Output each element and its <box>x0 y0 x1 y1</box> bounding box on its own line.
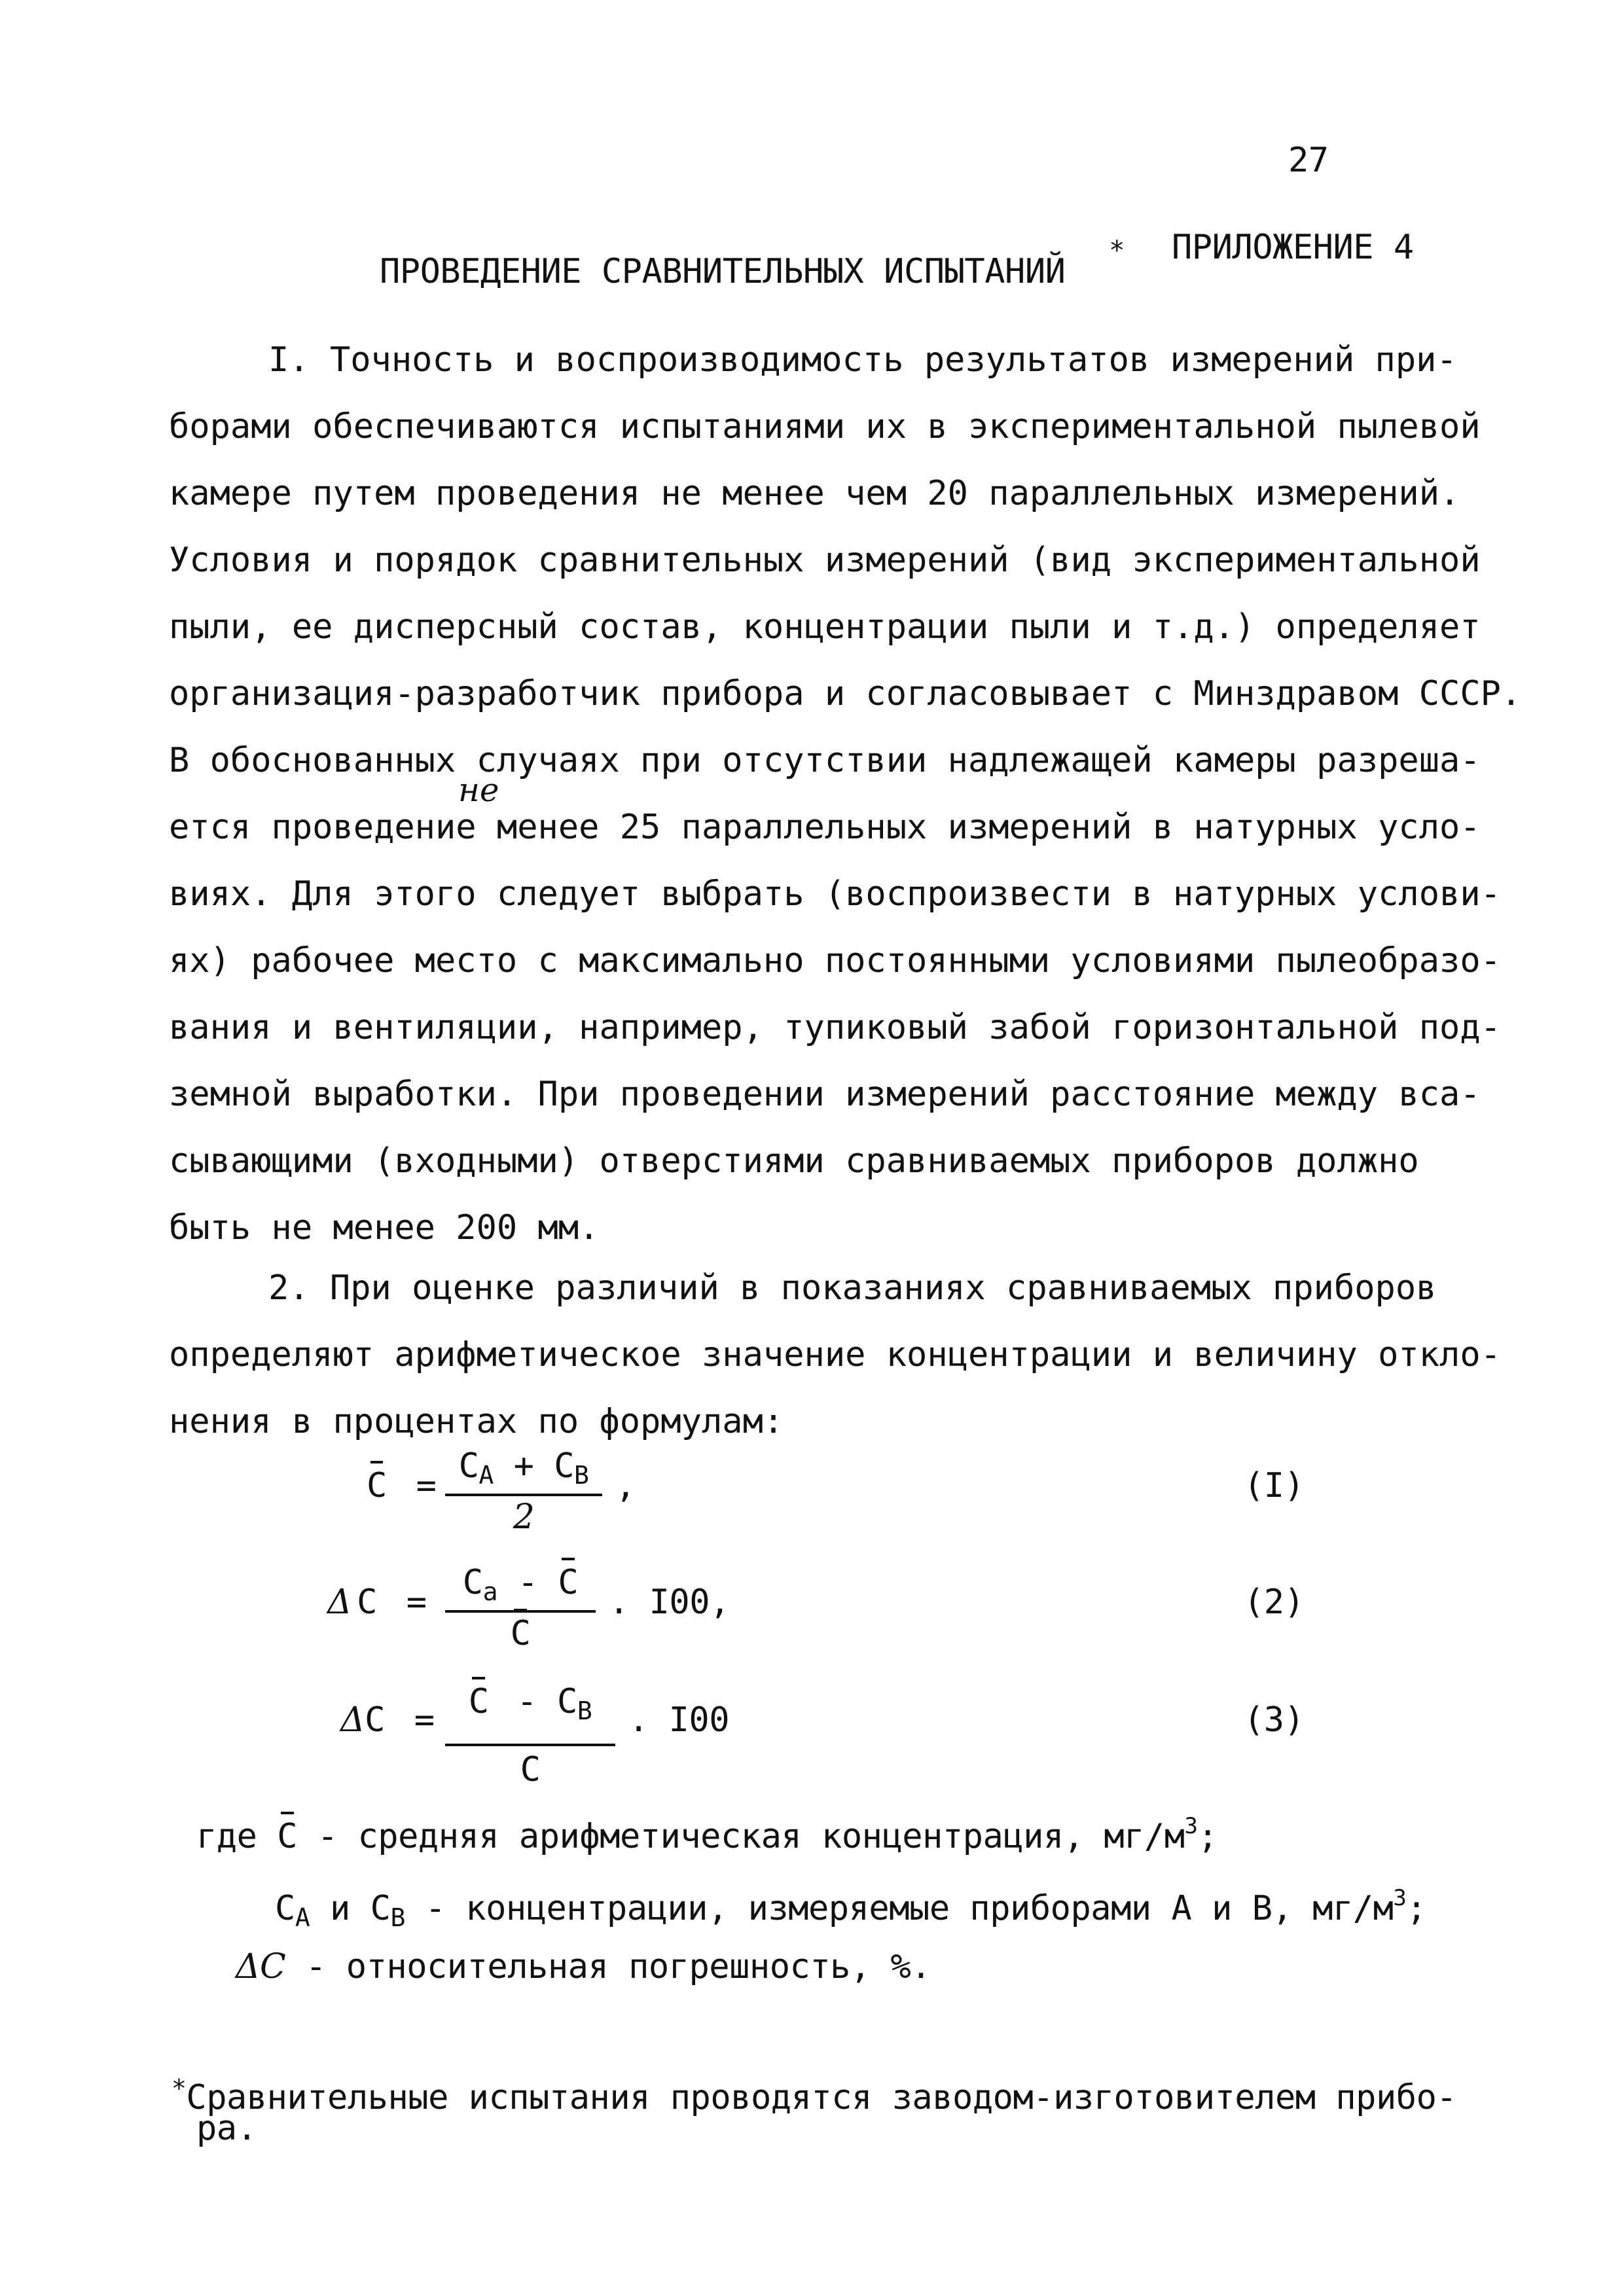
paragraph-line: I. Точность и воспроизводимость результатов измерений при- <box>268 340 1457 380</box>
fraction <box>445 1563 596 1653</box>
paragraph-line: нения в процентах по формулам: <box>169 1402 784 1441</box>
fraction <box>445 1682 615 1789</box>
symbol: C <box>557 1682 577 1721</box>
definition-text: - средняя арифметическая концентрация, мг/м <box>317 1817 1185 1856</box>
footnote-line: ра. <box>196 2109 257 2148</box>
operator: - <box>516 1682 537 1721</box>
equals-sign: = <box>416 1466 437 1505</box>
mean-symbol: C <box>558 1563 579 1602</box>
paragraph-line: 2. При оценке различий в показаниях сравниваемых приборов <box>268 1268 1437 1308</box>
formula-lhs <box>340 1700 435 1740</box>
denominator: 2 <box>513 1498 535 1537</box>
paragraph-line: ях) рабочее место с максимально постоянными условиями пылеобразо- <box>169 941 1501 980</box>
footnote-mark: * <box>171 2074 187 2103</box>
formula-tail: . I00 <box>628 1700 730 1740</box>
conjunction: и <box>330 1889 350 1928</box>
symbol: C <box>458 1446 479 1486</box>
section-title <box>380 236 1125 291</box>
footnote-text: Сравнительные испытания проводятся заводом-изготовителем прибо- <box>186 2078 1457 2117</box>
subscript: A <box>295 1903 310 1932</box>
definition-text: - относительная погрешность, %. <box>306 1947 931 1986</box>
denominator: C <box>520 1750 541 1789</box>
paragraph-line: В обоснованных случаях при отсутствии надлежащей камеры разреша- <box>169 741 1481 780</box>
paragraph-line: вания и вентиляции, например, тупиковый забой горизонтальной под- <box>169 1008 1501 1047</box>
paragraph-line: пыли, ее дисперсный состав, концентрации пыли и т.д.) определяет <box>169 607 1481 647</box>
superscript: 3 <box>1393 1885 1407 1911</box>
symbol: C <box>275 1889 295 1928</box>
formula-label: (3) <box>1244 1700 1305 1740</box>
formula-lhs <box>327 1583 427 1622</box>
operator: + <box>513 1446 534 1486</box>
paragraph-line: ется проведение менее 25 параллельных измерений в натурных усло- <box>169 808 1481 847</box>
appendix-label: ПРИЛОЖЕНИЕ 4 <box>1172 228 1414 267</box>
formula-label: (I) <box>1244 1466 1305 1505</box>
delta-symbol: Δ <box>327 1583 352 1622</box>
definition-error <box>236 1947 931 1986</box>
punctuation: ; <box>1406 1889 1427 1928</box>
paragraph-line: Условия и порядок сравнительных измерений (вид экспериментальной <box>169 541 1481 580</box>
operator: - <box>517 1563 538 1602</box>
subscript: B <box>390 1903 405 1932</box>
superscript: 3 <box>1184 1813 1198 1839</box>
formula-tail: . I00, <box>609 1583 730 1622</box>
mean-symbol: C <box>468 1682 489 1721</box>
subscript: B <box>574 1461 589 1490</box>
formula-tail: , <box>615 1466 636 1505</box>
denominator <box>445 1613 596 1653</box>
mean-symbol: C <box>277 1817 298 1856</box>
subscript: A <box>478 1461 494 1490</box>
paragraph-line: определяют арифметическое значение концентрации и величину откло- <box>169 1335 1501 1374</box>
numerator <box>445 1682 615 1746</box>
definition-concentrations <box>275 1885 1426 1932</box>
symbol: C <box>462 1563 483 1602</box>
numerator <box>445 1446 602 1496</box>
equals-sign: = <box>406 1583 427 1622</box>
subscript: a <box>482 1577 497 1606</box>
fraction <box>445 1446 602 1537</box>
numerator <box>445 1563 596 1613</box>
page-number: 27 <box>1288 141 1329 180</box>
mean-symbol: C <box>510 1614 531 1653</box>
paragraph-line: земной выработки. При проведении измерений расстояние между вса- <box>169 1075 1481 1114</box>
symbol: C <box>365 1700 385 1740</box>
symbol: C <box>357 1583 377 1622</box>
definition-text: - концентрации, измеряемые приборами А и В, мг/м <box>425 1889 1394 1928</box>
section-title-text: ПРОВЕДЕНИЕ СРАВНИТЕЛЬНЫХ ИСПЫТАНИЙ <box>380 252 1066 291</box>
subscript: B <box>577 1696 592 1725</box>
paragraph-line: виях. Для этого следует выбрать (воспроизвести в натурных услови- <box>169 874 1501 914</box>
mean-symbol: C <box>367 1466 387 1505</box>
symbol: C <box>554 1446 575 1486</box>
paragraph-line: организация-разработчик прибора и согласовывает с Минздравом СССР. <box>169 674 1522 713</box>
footnote-line <box>171 2074 1457 2117</box>
punctuation: ; <box>1197 1817 1218 1856</box>
formula-lhs <box>367 1466 436 1505</box>
delta-symbol: Δ <box>340 1700 365 1740</box>
equals-sign: = <box>414 1700 435 1740</box>
paragraph-line: борами обеспечиваются испытаниями их в экспериментальной пылевой <box>169 407 1481 446</box>
where-word: где <box>196 1817 257 1856</box>
paragraph-line: быть не менее 200 мм. <box>169 1208 600 1247</box>
paragraph-line: камере путем проведения не менее чем 20 параллельных измерений. <box>169 474 1460 513</box>
definition-mean <box>196 1813 1218 1856</box>
handwritten-insertion: не <box>458 771 499 809</box>
delta-c-symbol: ΔC <box>236 1947 286 1986</box>
formula-label: (2) <box>1244 1583 1305 1622</box>
title-footnote-mark: * <box>1109 236 1125 266</box>
symbol: C <box>370 1889 391 1928</box>
paragraph-line: сывающими (входными) отверстиями сравниваемых приборов должно <box>169 1141 1419 1181</box>
